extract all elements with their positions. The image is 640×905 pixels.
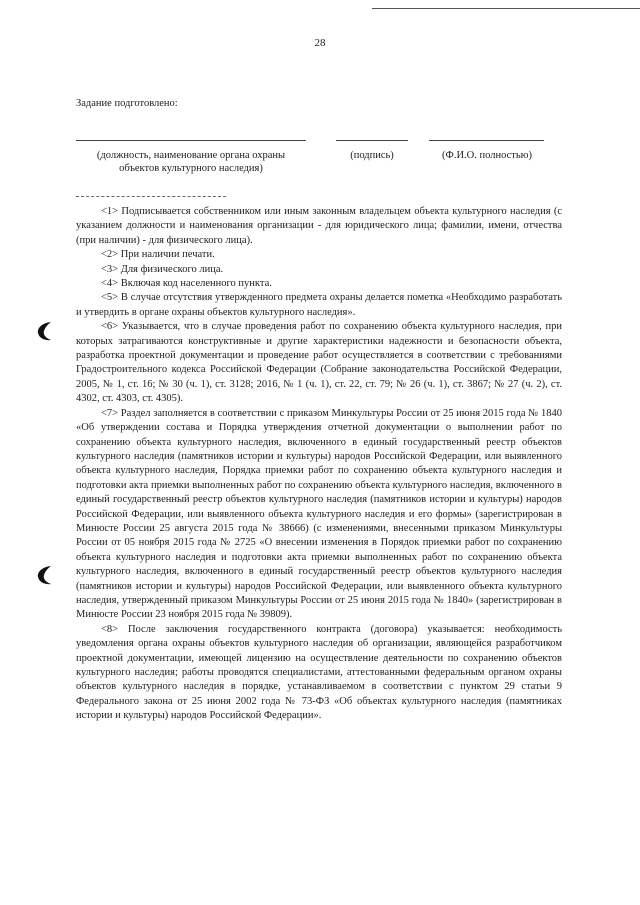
full-name-caption: (Ф.И.О. полностью) bbox=[442, 150, 532, 161]
footnote-5: <5> В случае отсутствия утвержденного предмета охраны делается пометка «Необходимо разработать и утвердить в органе охраны объектов культурного наследия». bbox=[76, 292, 562, 318]
footnote-separator bbox=[76, 196, 226, 197]
position-caption: (должность, наименование органа охраны объектов культурного наследия) bbox=[96, 150, 286, 174]
footnote-1: <1> Подписывается собственником или иным законным владельцем объекта культурного наследия (с указанием должности и наименования организации - для юридического лица; фамилии, имени, отчества (при наличии) - для физического лица). bbox=[76, 206, 562, 246]
footnote-6: <6> Указывается, что в случае проведения работ по сохранению объекта культурного наследия, при которых затрагиваются конструктивные и другие характеристики надежности и безопасности объекта, разработка проектной документации и проведение работ осуществляется в соответствии с требованиями Градостроительного кодекса Российской Федерации (Собрание законодательства Российской Федерации, 2005, № 1, ст. 16; № 30 (ч. 1), ст. 3128; 2016, № 1 (ч. 1), ст. 22, ст. 79; № 26 (ч. 1), ст. 3867; № 27 (ч. 2), ст. 4302, ст. 4303, ст. 4305). bbox=[76, 321, 562, 405]
footnote-4: <4> Включая код населенного пункта. bbox=[101, 278, 272, 290]
signature-caption: (подпись) bbox=[350, 150, 394, 161]
footnote-2: <2> При наличии печати. bbox=[101, 249, 215, 261]
binder-hole-mark-icon bbox=[36, 320, 52, 342]
prepared-label: Задание подготовлено: bbox=[76, 98, 178, 109]
scan-edge-line bbox=[372, 8, 640, 9]
position-signature-line bbox=[76, 140, 306, 141]
page-number: 28 bbox=[314, 37, 326, 49]
footnote-8: <8> После заключения государственного контракта (договора) указывается: необходимость уведомления органа охраны объектов культурного наследия об организации, являющейся разработчиком проектной документации, имеющей лицензию на осуществление деятельности по сохранению объектов культурного наследия; работы проводятся специалистами, аттестованными федеральным органом охраны объектов культурного наследия в порядке, устанавливаемом в соответствии с пунктом 29 статьи 9 Федерального закона от 25 июня 2002 года № 73-ФЗ «Об объектах культурного наследия (памятниках истории и культуры) народов Российской Федерации». bbox=[76, 623, 562, 722]
binder-hole-mark-icon bbox=[36, 564, 52, 586]
signature-line bbox=[336, 140, 408, 141]
footnote-3: <3> Для физического лица. bbox=[101, 263, 224, 275]
full-name-line bbox=[429, 140, 544, 141]
footnote-7: <7> Раздел заполняется в соответствии с приказом Минкультуры России от 25 июня 2015 года № 1840 «Об утверждении состава и Порядка утверждения отчетной документации о выполнении работ по сохранению объекта культурного наследия, включенного в единый государственный реестр объектов культурного наследия (памятников истории и культуры) народов Российской Федерации, или выявленного объекта культурного наследия, Порядка приемки работ по сохранению объекта культурного наследия и подготовки акта приемки выполненных работ по сохранению объекта культурного наследия, включенного в единый государственный реестр объектов культурного наследия (памятников истории и культуры) народов Российской Федерации, или выявленного объекта культурного наследия и его формы» (зарегистрирован в Минюсте России 25 августа 2015 года № 38666) (с изменениями, внесенными приказом Минкультуры России от 05 ноября 2015 года № 2725 «О внесении изменения в Порядок приемки работ по сохранению объекта культурного наследия и подготовки акта приемки выполненных работ по сохранению объекта культурного наследия, включенного в единый государственный реестр объектов культурного наследия (памятников истории и культуры) народов Российской Федерации, или выявленного объекта культурного наследия, утвержденный приказом Минкультуры России от 25 июня 2015 года № 1840» (зарегистрирован в Минюсте России 23 ноября 2015 года № 39809). bbox=[76, 407, 562, 621]
footnotes-block bbox=[76, 205, 562, 724]
